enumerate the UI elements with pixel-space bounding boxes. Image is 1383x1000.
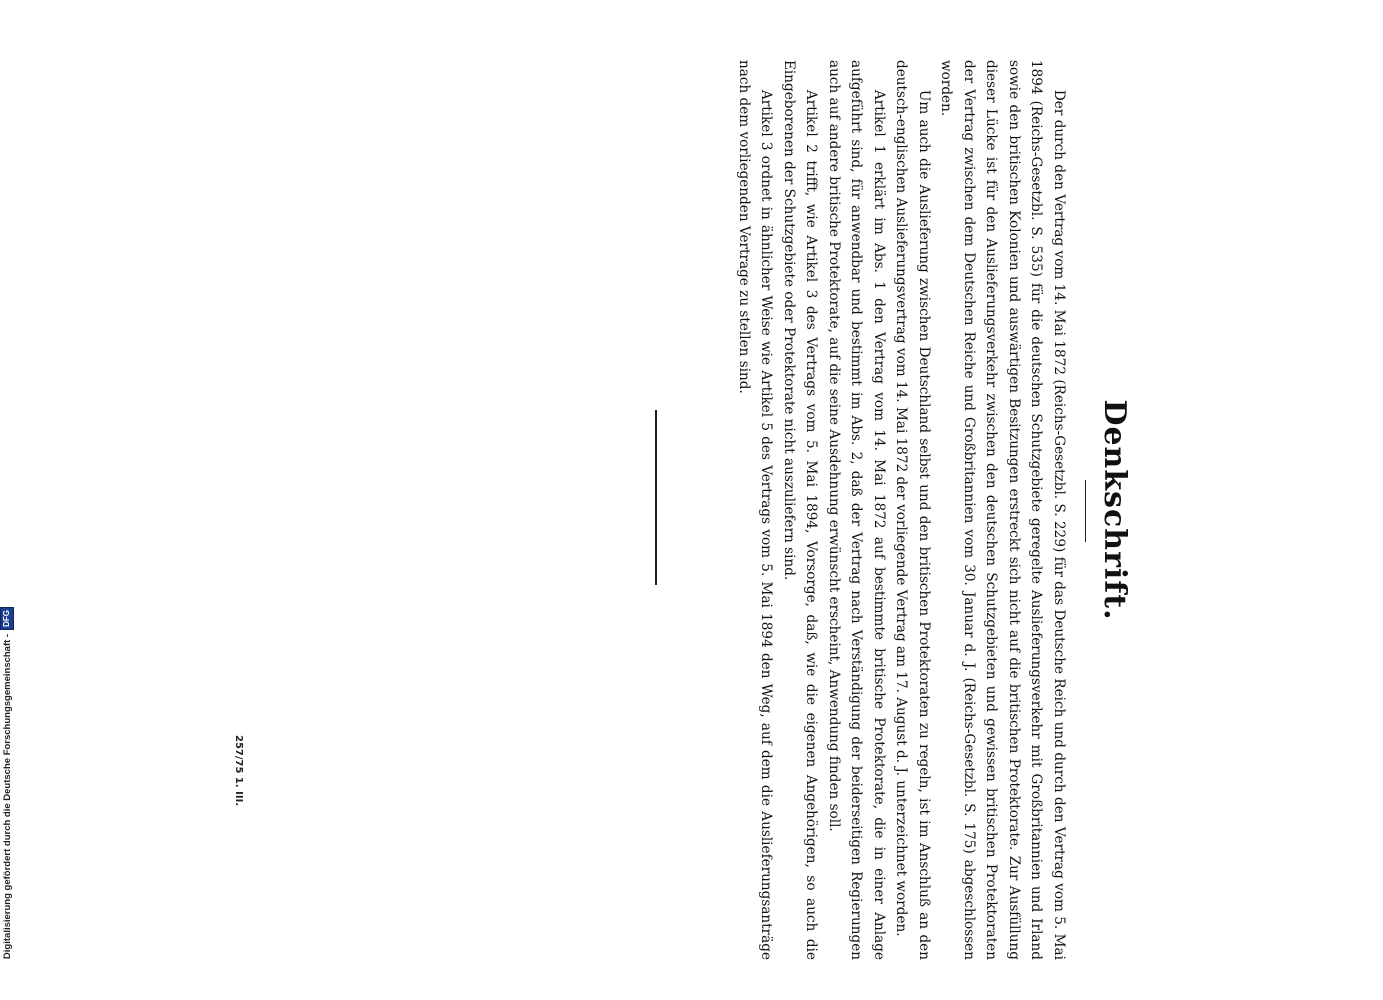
digitization-footer	[0, 607, 14, 992]
document-title: Denkschrift.	[1097, 399, 1132, 621]
paragraph: Artikel 1 erklärt im Abs. 1 den Vertrag vom 14. Mai 1872 auf bestimmte britische Protektorate, die in einer Anlage aufgeführt sind, für anwendbar und bestimmt im Abs. 2, daß der Vertrag nach Verständigung der beiderseitigen Regierungen auch auf andere britische Protektorate, auf die seine Ausdehnung erwünscht erscheint, Anwendung finden soll.	[826, 60, 887, 960]
footer-label: Digitalisierung gefördert durch die Deutsche Forschungsgemeinschaft -	[1, 633, 13, 960]
signature-mark-box	[230, 735, 244, 835]
paragraph: Um auch die Auslieferung zwischen Deutschland selbst und den britischen Protektoraten zu regeln, ist im Anschluß an den deutsch-englischen Auslieferungsvertrag vom 14. Mai 1872 der vorliegende Vertrag am 17. August d. J. unterzeichnet worden.	[893, 60, 932, 960]
document-body	[733, 60, 1071, 960]
document-content	[470, 60, 1132, 960]
paragraph: Artikel 3 ordnet in ähnlicher Weise wie Artikel 5 des Vertrags vom 5. Mai 1894 den Weg, auf dem die Auslieferungsanträge nach dem vorliegenden Vertrage zu stellen sind.	[736, 60, 775, 960]
end-divider	[655, 410, 657, 585]
paragraph: Der durch den Vertrag vom 14. Mai 1872 (Reichs-Gesetzbl. S. 229) für das Deutsche Reich und durch den Vertrag vom 5. Mai 1894 (Reichs-Gesetzbl. S. 535) für die deutschen Schutzgebiete geregelte Auslieferungsverkehr mit Großbritannien und Irland sowie den britischen Kolonien und auswärtigen Besitzungen erstreckt sich nicht auf die britischen Protektorate. Zur Ausfüllung dieser Lücke ist für den Auslieferungsverkehr zwischen den deutschen Schutzgebieten und gewissen britischen Protektoraten der Vertrag zwischen dem Deutschen Reiche und Großbritannien vom 30. Januar d. J. (Reichs-Gesetzbl. S. 175) abgeschlossen worden.	[938, 60, 1067, 960]
title-divider	[1085, 480, 1086, 542]
document-sheet	[470, 60, 1132, 960]
footer-content	[0, 607, 14, 992]
signature-mark: 257/75 1. III.	[233, 735, 244, 807]
paragraph: Artikel 2 trifft, wie Artikel 3 des Vertrags vom 5. Mai 1894, Vorsorge, daß, wie die eigenen Angehörigen, so auch die Eingeborenen der Schutzgebiete oder Protektorate nicht auszuliefern sind.	[781, 60, 820, 960]
dfg-logo-icon: DFG	[0, 607, 14, 630]
